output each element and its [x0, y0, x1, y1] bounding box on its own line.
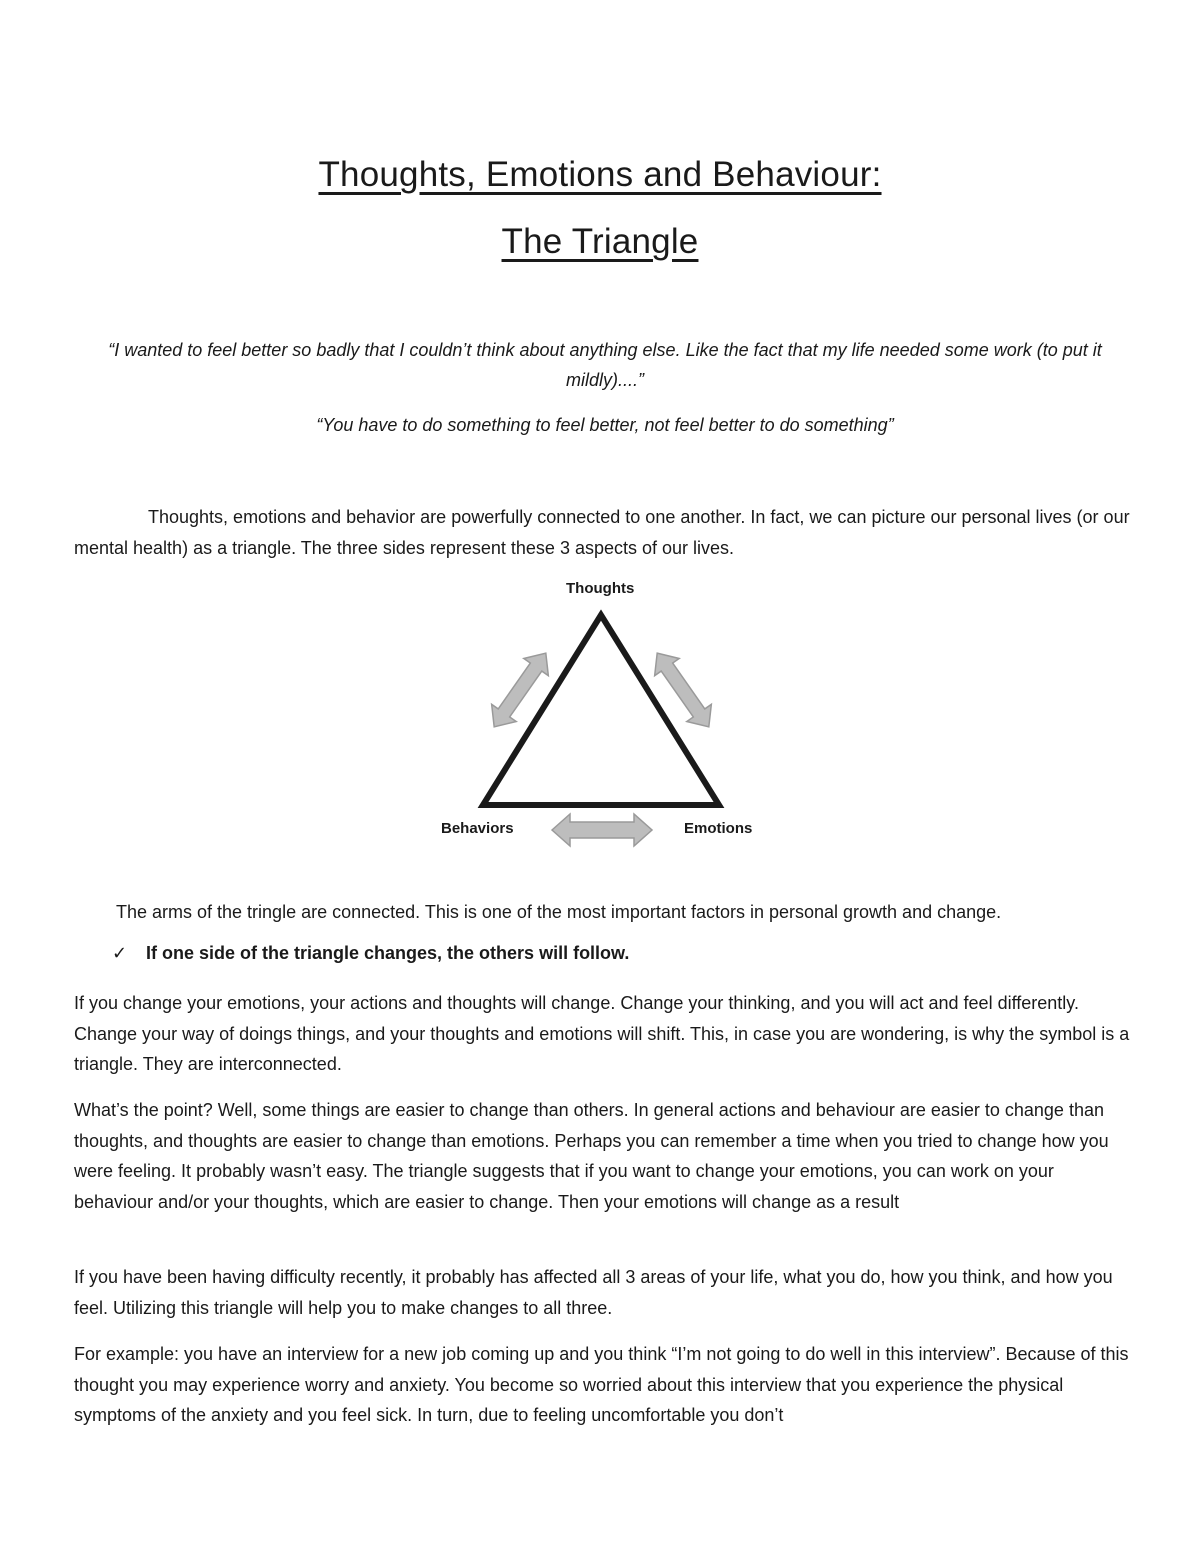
label-thoughts: Thoughts: [566, 580, 635, 597]
arms-paragraph: The arms of the tringle are connected. This is one of the most important factors in personal growth and change.: [116, 902, 1002, 922]
quote-2: “You have to do something to feel better, not feel better to do something”: [316, 415, 894, 435]
page-subtitle: The Triangle: [501, 222, 699, 261]
body-paragraph-1: If you change your emotions, your actions and thoughts will change. Change your thinking, and you will act and feel differently. Change your way of doings things, and your thoughts and emotions will shift. This, in case you are wondering, is why the symbol is a triangle. They are interconnected.: [74, 993, 1130, 1074]
body-paragraph-2: What’s the point? Well, some things are easier to change than others. In general actions and behaviour are easier to change than thoughts, and thoughts are easier to change than emotions. Perhaps you can remember a time when you tried to change how you were feeling. It probably wasn’t easy. The triangle suggests that if you want to change your emotions, you can work on your behaviour and/or your thoughts, which are easier to change. Then your emotions will change as a result: [74, 1100, 1109, 1212]
arrow-right-double: [645, 645, 721, 736]
checkmark-icon: ✓: [112, 943, 128, 963]
triangle-diagram: [470, 600, 740, 860]
arrow-bottom-double: [552, 814, 652, 846]
key-point-text: If one side of the triangle changes, the others will follow.: [146, 943, 630, 963]
intro-paragraph: Thoughts, emotions and behavior are powerfully connected to one another. In fact, we can picture our personal lives (or our mental health) as a triangle. The three sides represent these 3 aspects of our lives.: [74, 507, 1130, 558]
label-emotions: Emotions: [684, 820, 753, 837]
page-title: Thoughts, Emotions and Behaviour:: [318, 155, 882, 194]
key-point: [112, 943, 629, 964]
triangle-shape: [483, 615, 719, 805]
body-paragraph-3: If you have been having difficulty recently, it probably has affected all 3 areas of your life, what you do, how you think, and how you feel. Utilizing this triangle will help you to make changes to all three.: [74, 1267, 1113, 1318]
arrow-left-double: [482, 645, 558, 736]
quote-1: “I wanted to feel better so badly that I couldn’t think about anything else. Like the fact that my life needed some work (to put it mildly)....”: [108, 340, 1102, 390]
label-behaviors: Behaviors: [441, 820, 514, 837]
body-paragraph-4: For example: you have an interview for a new job coming up and you think “I’m not going to do well in this interview”. Because of this thought you may experience worry and anxiety. You become so worried about this interview that you experience the physical symptoms of the anxiety and you feel sick. In turn, due to feeling uncomfortable you don’t: [74, 1344, 1129, 1425]
